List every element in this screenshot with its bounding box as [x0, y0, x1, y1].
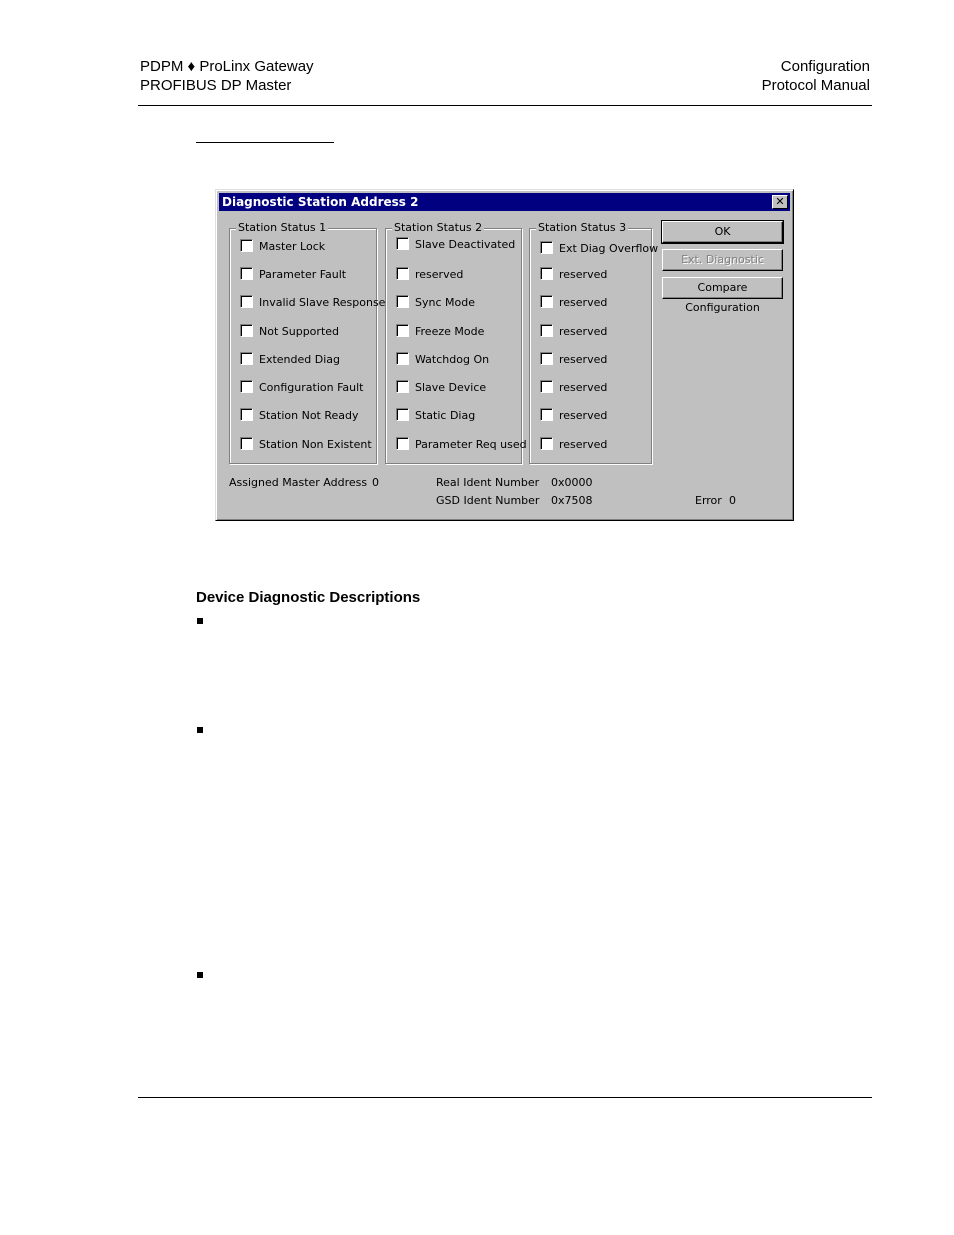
checkbox-label: Freeze Mode: [415, 325, 485, 338]
checkbox-box[interactable]: [396, 237, 409, 250]
checkbox-box[interactable]: [396, 408, 409, 421]
checkbox-invalid-slave-response[interactable]: [240, 295, 385, 311]
checkbox-static-diag[interactable]: [396, 408, 475, 424]
checkbox-box[interactable]: [240, 324, 253, 337]
checkbox-box[interactable]: [540, 408, 553, 421]
checkbox-box[interactable]: [396, 324, 409, 337]
checkbox-label: Parameter Fault: [259, 268, 347, 281]
checkbox-box[interactable]: [240, 239, 253, 252]
checkbox-parameter-fault[interactable]: [240, 267, 346, 283]
checkbox-box[interactable]: [540, 295, 553, 308]
checkbox-label: reserved: [559, 268, 608, 281]
checkbox-box[interactable]: [240, 267, 253, 280]
checkbox-label: reserved: [559, 438, 608, 451]
heading-underline: [196, 142, 334, 143]
checkbox-box[interactable]: [396, 380, 409, 393]
station-status-3-group: [529, 221, 659, 464]
bullet-marker: [197, 972, 203, 978]
checkbox-box[interactable]: [396, 295, 409, 308]
dialog-titlebar[interactable]: [219, 193, 790, 211]
checkbox-reserved[interactable]: [540, 295, 607, 311]
checkbox-label: Not Supported: [259, 325, 340, 338]
checkbox-box[interactable]: [240, 380, 253, 393]
checkbox-label: reserved: [559, 409, 608, 422]
header-product-title: PDPM ♦ ProLinx Gateway: [140, 58, 314, 75]
checkbox-label: Master Lock: [259, 240, 326, 253]
real-ident-number-label: Real Ident Number: [436, 476, 540, 489]
checkbox-slave-device[interactable]: [396, 380, 486, 396]
header-product-subtitle: PROFIBUS DP Master: [140, 77, 292, 94]
bullet-marker: [197, 618, 203, 624]
assigned-master-address-label: Assigned Master Address: [229, 476, 368, 489]
station-status-1-group: [229, 221, 386, 464]
checkbox-reserved[interactable]: [396, 267, 463, 283]
checkbox-label: Slave Device: [415, 381, 487, 394]
ok-button[interactable]: OK: [662, 221, 783, 243]
checkbox-box[interactable]: [240, 295, 253, 308]
compare-configuration-button[interactable]: Compare Configuration: [662, 277, 783, 299]
checkbox-label: Ext Diag Overflow: [559, 242, 659, 255]
checkbox-ext-diag-overflow[interactable]: [540, 241, 658, 257]
real-ident-number-value: 0x0000: [551, 476, 593, 489]
checkbox-label: Static Diag: [415, 409, 476, 422]
checkbox-parameter-req-used[interactable]: [396, 437, 527, 453]
checkbox-box[interactable]: [240, 352, 253, 365]
checkbox-label: reserved: [559, 296, 608, 309]
checkbox-box[interactable]: [540, 324, 553, 337]
checkbox-station-not-ready[interactable]: [240, 408, 359, 424]
group-label: Station Status 2: [394, 221, 483, 234]
checkbox-label: reserved: [559, 325, 608, 338]
checkbox-reserved[interactable]: [540, 408, 607, 424]
error-label: Error: [695, 494, 722, 507]
checkbox-reserved[interactable]: [540, 324, 607, 340]
checkbox-station-non-existent[interactable]: [240, 437, 372, 453]
checkbox-label: Station Not Ready: [259, 409, 359, 422]
group-label: Station Status 1: [238, 221, 327, 234]
checkbox-box[interactable]: [396, 352, 409, 365]
checkbox-box[interactable]: [540, 437, 553, 450]
ext-diagnostic-button[interactable]: Ext. Diagnostic: [662, 249, 783, 271]
checkbox-label: Station Non Existent: [259, 438, 372, 451]
checkbox-watchdog-on[interactable]: [396, 352, 489, 368]
checkbox-box[interactable]: [540, 352, 553, 365]
checkbox-box[interactable]: [240, 437, 253, 450]
close-icon: ✕: [775, 195, 785, 208]
page-header-left: [140, 57, 314, 95]
header-divider: [138, 105, 872, 106]
checkbox-configuration-fault[interactable]: [240, 380, 364, 396]
gsd-ident-number-value: 0x7508: [551, 494, 593, 507]
station-status-2-group: [385, 221, 527, 464]
page-header-right: [762, 57, 870, 95]
footer-divider: [138, 1097, 872, 1098]
checkbox-reserved[interactable]: [540, 352, 607, 368]
checkbox-box[interactable]: [240, 408, 253, 421]
error-value: 0: [729, 494, 736, 507]
checkbox-box[interactable]: [540, 267, 553, 280]
assigned-master-address-value: 0: [372, 476, 379, 489]
checkbox-label: reserved: [415, 268, 464, 281]
checkbox-label: Slave Deactivated: [415, 238, 516, 251]
checkbox-slave-deactivated[interactable]: [396, 237, 515, 253]
section-title: Device Diagnostic Descriptions: [196, 589, 421, 606]
checkbox-reserved[interactable]: [540, 380, 607, 396]
checkbox-box[interactable]: [540, 241, 553, 254]
checkbox-label: Configuration Fault: [259, 381, 364, 394]
checkbox-master-lock[interactable]: [240, 239, 325, 255]
checkbox-not-supported[interactable]: [240, 324, 339, 340]
checkbox-label: Watchdog On: [415, 353, 490, 366]
close-button[interactable]: [772, 195, 788, 209]
checkbox-label: Invalid Slave Response: [259, 296, 386, 309]
checkbox-reserved[interactable]: [540, 267, 607, 283]
bullet-marker: [197, 727, 203, 733]
checkbox-reserved[interactable]: [540, 437, 607, 453]
diagnostic-dialog: [215, 189, 794, 521]
checkbox-label: Sync Mode: [415, 296, 475, 309]
dialog-title: Diagnostic Station Address 2: [222, 195, 419, 209]
checkbox-label: Extended Diag: [259, 353, 340, 366]
gsd-ident-number-label: GSD Ident Number: [436, 494, 540, 507]
checkbox-label: reserved: [559, 381, 608, 394]
checkbox-freeze-mode[interactable]: [396, 324, 484, 340]
checkbox-box[interactable]: [540, 380, 553, 393]
checkbox-box[interactable]: [396, 267, 409, 280]
header-manual-title: Protocol Manual: [761, 77, 870, 94]
checkbox-label: Parameter Req used: [415, 438, 527, 451]
checkbox-extended-diag[interactable]: [240, 352, 340, 368]
header-section-title: Configuration: [780, 58, 870, 75]
checkbox-sync-mode[interactable]: [396, 295, 475, 311]
group-label: Station Status 3: [538, 221, 627, 234]
checkbox-box[interactable]: [396, 437, 409, 450]
checkbox-label: reserved: [559, 353, 608, 366]
